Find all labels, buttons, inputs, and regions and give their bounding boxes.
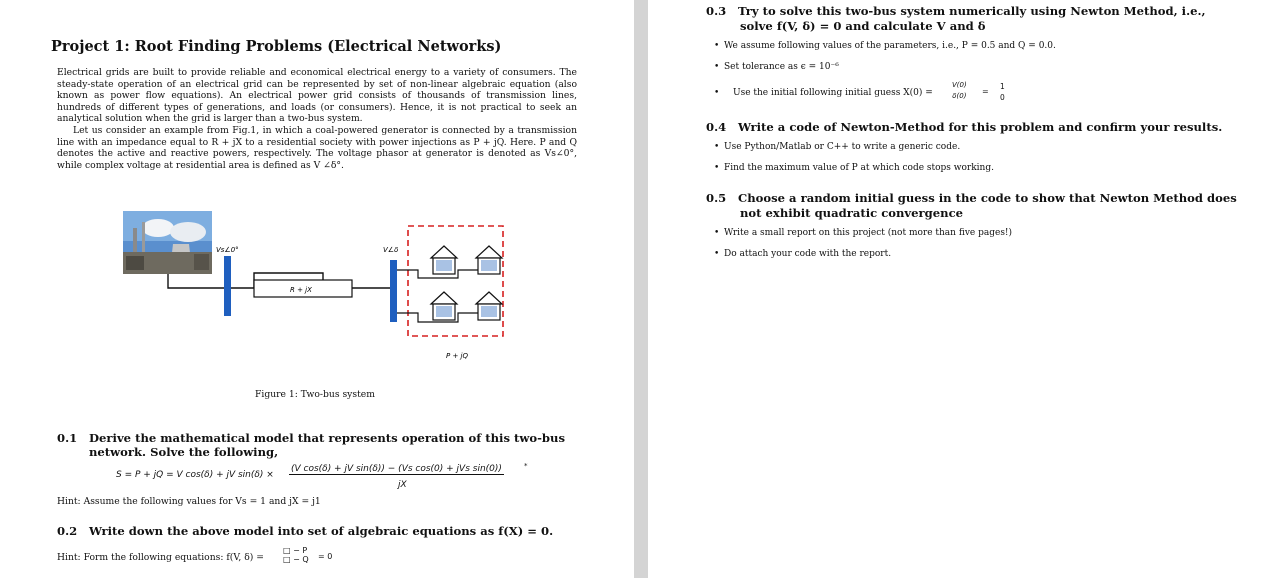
section-heading-line2: network. Solve the following,: [89, 445, 279, 459]
bullet-marker: •: [714, 88, 720, 98]
section-number: 0.4: [706, 120, 727, 134]
project-title: Project 1: Root Finding Problems (Electrical Networks): [51, 38, 502, 55]
load-power-label: P + jQ: [446, 352, 468, 360]
conjugate-star: *: [524, 462, 528, 470]
hint-vector: [283, 546, 309, 564]
house-icon: [431, 292, 457, 320]
section-number: 0.1: [57, 431, 78, 445]
house-icon: [476, 292, 502, 320]
initial-delta-value: 0: [1000, 93, 1005, 102]
section-heading: Write a code of Newton-Method for this problem and confirm your results.: [738, 120, 1223, 134]
power-equation-numerator: (V cos(δ) + jV sin(δ)) − (Vs cos(0) + jVs sin(0)): [291, 464, 502, 474]
list-item: • Do attach your code with the report.: [724, 249, 1012, 270]
section-heading: Write down the above model into set of algebraic equations as f(X) = 0.: [89, 524, 554, 538]
section-heading-line2: not exhibit quadratic convergence: [740, 206, 963, 220]
power-equation-lhs: S = P + jQ = V cos(δ) + jV sin(δ) ×: [116, 470, 274, 480]
section-0-1-hint: Hint: Assume the following values for Vs = 1 and jX = j1: [57, 496, 321, 507]
initial-guess-text: Use the initial following initial guess X(0) =: [733, 88, 933, 98]
power-equation-denominator: jX: [398, 480, 407, 490]
vs-label: Vs∠0°: [216, 246, 239, 254]
section-heading-line1: Choose a random initial guess in the code to show that Newton Method does: [738, 191, 1237, 205]
section-heading-line2: solve f(V, δ) = 0 and calculate V and δ: [740, 19, 986, 33]
initial-guess-vector: [952, 80, 967, 102]
list-item: • Use Python/Matlab or C++ to write a generic code.: [724, 142, 994, 163]
section-0-5-bullets: [724, 228, 1012, 270]
figure-caption: Figure 1: Two-bus system: [255, 389, 375, 400]
list-item: • Write a small report on this project (not more than five pages!): [724, 228, 1012, 249]
list-item: • We assume following values of the parameters, i.e., P = 0.5 and Q = 0.0.: [724, 41, 1056, 62]
section-0-2-hint-prefix: Hint: Form the following equations: f(V, δ) =: [57, 552, 264, 563]
v-label: V∠δ: [383, 246, 399, 254]
intro-paragraph-1: Electrical grids are built to provide reliable and economical electrical energy to a variety of consumers. The steady-state operation of an electrical grid can be represented by set of non-linear algebraic equation (also known as power flow equations). An electrical power grid consists of thousands of transmission lines, hundreds of different types of generations, and loads (or consumers). Hence, it is not practical to seek an analytical solution when the grid is larger than a two-bus system.: [57, 67, 577, 125]
power-plant-image: [123, 211, 212, 274]
list-item: • Set tolerance as ϵ = 10⁻⁶: [724, 62, 1056, 83]
initial-values-vector: [1000, 81, 1005, 103]
two-bus-diagram: [118, 208, 518, 368]
section-0-2-heading: [57, 524, 553, 538]
house-icon: [476, 246, 502, 274]
initial-v-value: 1: [1000, 82, 1005, 91]
section-0-3-heading: [706, 4, 1206, 18]
section-0-4-heading: [706, 120, 1222, 134]
section-heading-line1: Try to solve this two-bus system numerically using Newton Method, i.e.,: [738, 4, 1206, 18]
list-item: • Find the maximum value of P at which code stops working.: [724, 163, 994, 184]
section-number: 0.5: [706, 191, 727, 205]
section-0-5-heading: [706, 191, 1237, 205]
initial-delta: δ(0): [952, 92, 967, 100]
section-number: 0.2: [57, 524, 78, 538]
intro-text: [57, 67, 577, 171]
left-page: [0, 0, 634, 578]
house-icon: [431, 246, 457, 274]
section-0-3-bullets: [724, 41, 1056, 83]
equals-sign: =: [982, 87, 989, 96]
section-number: 0.3: [706, 4, 727, 18]
page-gap: [634, 0, 648, 578]
receiving-bus-bar: [390, 260, 397, 322]
hint-vector-top: □ − P: [283, 546, 308, 555]
section-0-1-heading: [57, 431, 565, 445]
intro-paragraph-2: Let us consider an example from Fig.1, in which a coal-powered generator is connected by a transmission line with an impedance equal to R + jX to a residential society with power injections as P + jQ. Here. P and Q denotes the active and reactive powers, respectively. The voltage phasor at generator is denoted as Vs∠0°, while complex voltage at residential area is defined as V ∠δ°.: [57, 124, 577, 171]
hint-vector-bottom: □ − Q: [283, 555, 309, 564]
initial-v: V(0): [952, 81, 967, 89]
sending-bus-bar: [224, 256, 231, 316]
hint-equals-zero: = 0: [318, 552, 333, 561]
section-heading-line1: Derive the mathematical model that represents operation of this two-bus: [89, 431, 565, 445]
section-0-4-bullets: [724, 142, 994, 184]
impedance-label: R + jX: [290, 286, 312, 294]
